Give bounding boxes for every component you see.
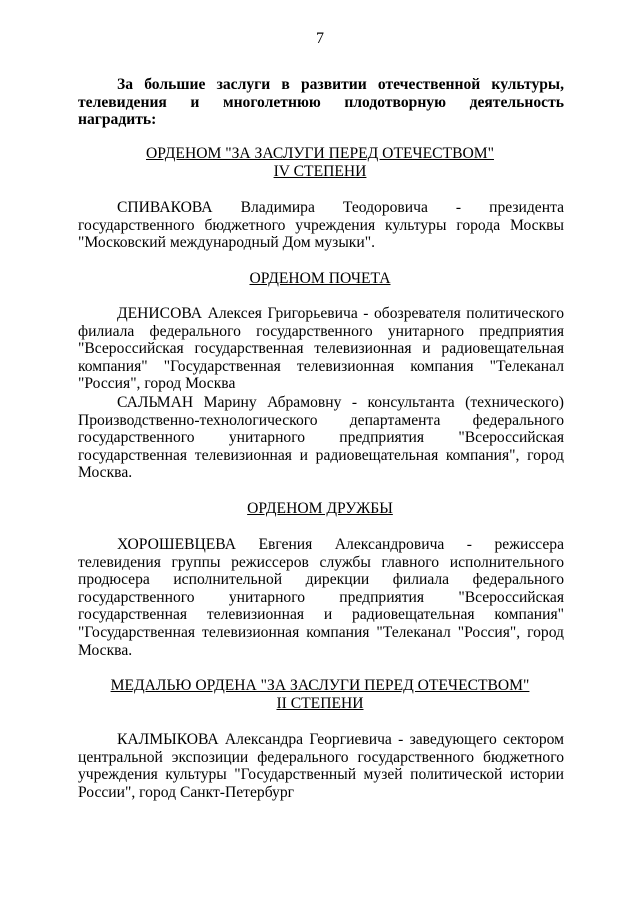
section-heading-3 <box>0 500 640 518</box>
award-entry: СПИВАКОВА Владимира Теодоровича - президента государственного бюджетного учреждения культуры города Москвы "Московский международный Дом музыки". <box>78 199 564 252</box>
page-number: 7 <box>316 30 324 47</box>
award-entry: КАЛМЫКОВА Александра Георгиевича - заведующего сектором центральной экспозиции федерального государственного бюджетного учреждения культуры "Государственный музей политической истории России", город Санкт-Петербург <box>78 731 564 801</box>
section-heading-1 <box>0 145 640 180</box>
section-heading-2 <box>0 270 640 288</box>
heading-line: ОРДЕНОМ "ЗА ЗАСЛУГИ ПЕРЕД ОТЕЧЕСТВОМ" <box>146 145 494 162</box>
award-entry: САЛЬМАН Марину Абрамовну - консультанта (технического) Производственно-технологического департамента федерального государственного унитарного предприятия "Всероссийская государственная телевизионная и радиовещательная компания", город Москва. <box>78 394 564 482</box>
heading-line: II СТЕПЕНИ <box>276 694 364 712</box>
section-heading-4 <box>0 677 640 712</box>
heading-line: ОРДЕНОМ ПОЧЕТА <box>249 270 391 287</box>
heading-line: МЕДАЛЬЮ ОРДЕНА "ЗА ЗАСЛУГИ ПЕРЕД ОТЕЧЕСТВОМ" <box>110 677 530 694</box>
award-entry: ДЕНИСОВА Алексея Григорьевича - обозревателя политического филиала федерального государственного унитарного предприятия "Всероссийская государственная телевизионная и радиовещательная компания" "Государственная телевизионная компания "Телеканал "Россия", город Москва <box>78 305 564 393</box>
heading-line: ОРДЕНОМ ДРУЖБЫ <box>247 500 393 517</box>
intro-paragraph: За большие заслуги в развитии отечественной культуры, телевидения и многолетнюю плодотворную деятельность наградить: <box>78 76 564 129</box>
heading-line: IV СТЕПЕНИ <box>273 162 367 180</box>
award-entry: ХОРОШЕВЦЕВА Евгения Александровича - режиссера телевидения группы режиссеров службы главного исполнительного продюсера исполнительной дирекции филиала федерального государственного унитарного предприятия "Всероссийская государственная телевизионная и радиовещательная компания" "Государственная телевизионная компания "Телеканал "Россия", город Москва. <box>78 536 564 659</box>
